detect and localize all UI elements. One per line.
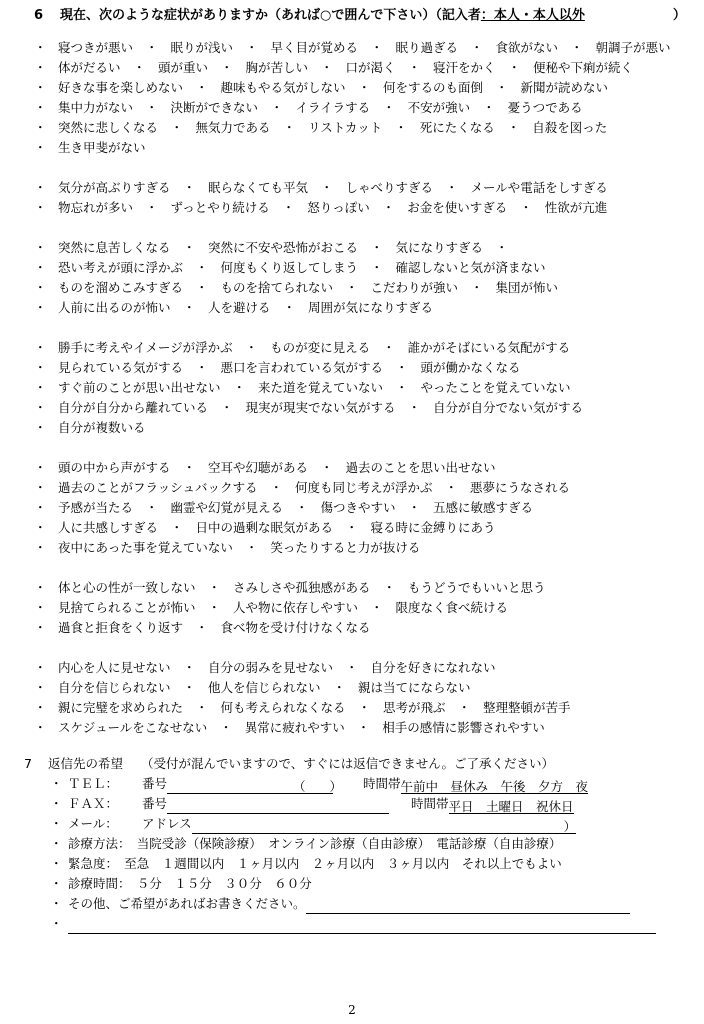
symptom-row[interactable] xyxy=(34,138,671,158)
symptom-row[interactable] xyxy=(34,278,558,298)
bullet: ・ xyxy=(34,60,47,75)
bullet: ・ xyxy=(34,600,47,615)
symptom-row[interactable] xyxy=(34,198,608,218)
symptom-text[interactable]: 勝手に考えやイメージが浮かぶ ・ ものが変に見える ・ 誰かがそばにいる気配がする xyxy=(58,340,571,355)
symptom-group xyxy=(34,338,583,438)
symptom-row[interactable] xyxy=(34,598,546,618)
symptom-text[interactable]: 親に完璧を求められた ・ 何も考えられなくなる ・ 思考が飛ぶ ・ 整理整頓が苦手 xyxy=(58,700,571,715)
symptom-text[interactable]: すぐ前のことが思い出せない ・ 来た道を覚えていない ・ やったことを覚えていない xyxy=(58,380,571,395)
bullet: ・ xyxy=(34,340,47,355)
bullet: ・ xyxy=(34,120,47,135)
symptom-text[interactable]: 夜中にあった事を覚えていない ・ 笑ったりすると力が抜ける xyxy=(58,540,421,555)
symptom-group xyxy=(34,238,558,318)
symptom-row[interactable] xyxy=(34,38,671,58)
section-7-number: 7 xyxy=(24,756,32,771)
symptom-row[interactable] xyxy=(34,78,671,98)
fax-row xyxy=(50,794,700,814)
tel-paren-close: ） xyxy=(329,779,343,794)
bullet: ・ xyxy=(50,856,63,871)
section-6-close-paren: ） xyxy=(672,8,686,23)
fax-number-label: 番号 xyxy=(142,796,168,811)
symptom-row[interactable] xyxy=(34,418,583,438)
bullet: ・ xyxy=(34,100,47,115)
symptom-text[interactable]: 人に共感しすぎる ・ 日中の過剰な眠気がある ・ 寝る時に金縛りにあう xyxy=(58,520,496,535)
section-7-note: （受付が混んでいますので、すぐには返信できません。ご了承ください） xyxy=(141,756,555,771)
section-6-heading xyxy=(34,4,694,23)
symptom-row[interactable] xyxy=(34,678,571,698)
symptom-text[interactable]: 過去のことがフラッシュバックする ・ 何度も同じ考えが浮かぶ ・ 悪夢にうなされる xyxy=(58,480,571,495)
tel-label: ＴＥＬ： xyxy=(68,776,119,791)
symptom-row[interactable] xyxy=(34,298,558,318)
urgency-row[interactable] xyxy=(50,854,700,874)
tel-paren-open: （ xyxy=(293,779,306,794)
symptom-text[interactable]: 生き甲斐がない xyxy=(58,140,146,155)
symptom-row[interactable] xyxy=(34,178,608,198)
section-7-title: 返信先の希望 xyxy=(48,756,124,771)
bullet: ・ xyxy=(50,876,63,891)
bullet: ・ xyxy=(34,420,47,435)
bullet: ・ xyxy=(34,460,47,475)
method-row[interactable] xyxy=(50,834,700,854)
duration-options[interactable]: 診療時間： ５分 １５分 ３０分 ６０分 xyxy=(68,876,312,891)
symptom-row[interactable] xyxy=(34,578,546,598)
urgency-options[interactable]: 緊急度： 至急 １週間以内 １ヶ月以内 ２ヶ月以内 ３ヶ月以内 それ以上でもよい xyxy=(68,856,562,871)
bullet: ・ xyxy=(34,280,47,295)
bullet: ・ xyxy=(34,620,47,635)
tel-time-label: 時間帯 xyxy=(363,776,401,791)
bullet: ・ xyxy=(50,816,63,831)
tel-time-options[interactable]: 午前中 昼休み 午後 夕方 夜 xyxy=(400,779,589,794)
method-options[interactable]: 診療方法： 当院受診（保険診療） オンライン診療（自由診療） 電話診療（自由診療） xyxy=(68,836,562,851)
symptom-text[interactable]: 体と心の性が一致しない ・ さみしさや孤独感がある ・ もうどうでもいいと思う xyxy=(58,580,546,595)
symptom-text[interactable]: 見捨てられることが怖い ・ 人や物に依存しやすい ・ 限度なく食べ続ける xyxy=(58,600,509,615)
extra-field[interactable] xyxy=(68,917,656,934)
symptom-row[interactable] xyxy=(34,98,671,118)
bullet: ・ xyxy=(34,480,47,495)
bullet: ・ xyxy=(34,400,47,415)
bullet: ・ xyxy=(34,720,47,735)
symptom-text[interactable]: 寝つきが悪い ・ 眠りが浅い ・ 早く目が覚める ・ 眠り過ぎる ・ 食欲がない ・ 朝調子が悪い xyxy=(58,40,671,55)
symptom-row[interactable] xyxy=(34,658,571,678)
mail-address-field[interactable] xyxy=(192,817,576,834)
extra-row xyxy=(50,914,700,934)
symptom-text[interactable]: 集中力がない ・ 決断ができない ・ イライラする ・ 不安が強い ・ 憂うつである xyxy=(58,100,583,115)
mail-label: メール： xyxy=(68,816,118,831)
other-field[interactable] xyxy=(306,897,630,914)
tel-number-field[interactable] xyxy=(167,777,343,794)
symptom-row[interactable] xyxy=(34,118,671,138)
section-6-title: 現在、次のような症状がありますか（あれば○で囲んで下さい）（記入者 xyxy=(60,8,481,23)
bullet: ・ xyxy=(50,916,63,931)
symptom-row[interactable] xyxy=(34,58,671,78)
fax-time-label: 時間帯 xyxy=(411,796,449,811)
symptom-text[interactable]: 過食と拒食をくり返す ・ 食べ物を受け付けなくなる xyxy=(58,620,371,635)
bullet: ・ xyxy=(34,540,47,555)
fax-label: ＦＡＸ： xyxy=(68,796,119,811)
bullet: ・ xyxy=(34,520,47,535)
symptom-text[interactable]: 物忘れが多い ・ ずっとやり続ける ・ 怒りっぽい ・ お金を使いすぎる ・ 性欲が亢進 xyxy=(58,200,608,215)
tel-row xyxy=(50,774,700,794)
symptom-row[interactable] xyxy=(34,338,583,358)
symptom-row[interactable] xyxy=(34,498,570,518)
symptom-text[interactable]: 体がだるい ・ 頭が重い ・ 胸が苦しい ・ 口が渇く ・ 寝汗をかく ・ 便秘や下痢が続く xyxy=(58,60,634,75)
symptom-text[interactable]: 内心を人に見せない ・ 自分の弱みを見せない ・ 自分を好きになれない xyxy=(58,660,496,675)
symptom-text[interactable]: 突然に悲しくなる ・ 無気力である ・ リストカット ・ 死にたくなる ・ 自殺を図った xyxy=(58,120,608,135)
bullet: ・ xyxy=(34,360,47,375)
symptom-text[interactable]: 予感が当たる ・ 幽霊や幻覚が見える ・ 傷つきやすい ・ 五感に敏感すぎる xyxy=(58,500,534,515)
bullet: ・ xyxy=(34,700,47,715)
other-row xyxy=(50,894,700,914)
bullet: ・ xyxy=(34,300,47,315)
symptom-row[interactable] xyxy=(34,538,570,558)
symptom-row[interactable] xyxy=(34,518,570,538)
bullet: ・ xyxy=(34,40,47,55)
bullet: ・ xyxy=(34,380,47,395)
fax-time-options[interactable]: 平日 土曜日 祝休日 xyxy=(448,799,574,814)
symptom-group xyxy=(34,578,546,638)
bullet: ・ xyxy=(34,260,47,275)
symptom-group xyxy=(34,458,570,558)
symptom-row[interactable] xyxy=(34,618,546,638)
bullet: ・ xyxy=(34,580,47,595)
symptom-group xyxy=(34,38,671,158)
symptom-text[interactable]: ものを溜めこみすぎる ・ ものを捨てられない ・ こだわりが強い ・ 集団が怖い xyxy=(58,280,559,295)
symptom-group xyxy=(34,658,571,738)
tel-number-label: 番号 xyxy=(142,776,168,791)
symptom-text[interactable]: 好きな事を楽しめない ・ 趣味もやる気がしない ・ 何をするのも面倒 ・ 新聞が読めない xyxy=(58,80,609,95)
symptom-group xyxy=(34,178,608,218)
symptom-text[interactable]: 人前に出るのが怖い ・ 人を避ける ・ 周囲が気になりすぎる xyxy=(58,300,434,315)
symptom-text[interactable]: 見られている気がする ・ 悪口を言われている気がする ・ 頭が働かなくなる xyxy=(58,360,521,375)
bullet: ・ xyxy=(34,140,47,155)
symptom-text[interactable]: スケジュールをこなせない ・ 異常に疲れやすい ・ 相手の感情に影響されやすい xyxy=(58,720,545,735)
bullet: ・ xyxy=(34,180,47,195)
bullet: ・ xyxy=(34,80,47,95)
reply-preferences xyxy=(50,774,700,934)
symptom-row[interactable] xyxy=(34,358,583,378)
page-number: 2 xyxy=(348,1003,356,1017)
bullet: ・ xyxy=(50,776,63,791)
symptom-text[interactable]: 突然に息苦しくなる ・ 突然に不安や恐怖がおこる ・ 気になりすぎる ・ xyxy=(58,240,509,255)
symptom-row[interactable] xyxy=(34,698,571,718)
section-7-heading xyxy=(24,754,554,772)
symptom-row[interactable] xyxy=(34,258,558,278)
bullet: ・ xyxy=(34,240,47,255)
bullet: ・ xyxy=(34,500,47,515)
symptom-text[interactable]: 頭の中から声がする ・ 空耳や幻聴がある ・ 過去のことを思い出せない xyxy=(58,460,496,475)
writer-options[interactable]: ：本人・本人以外 xyxy=(480,8,585,23)
symptom-text[interactable]: 自分が複数いる xyxy=(58,420,146,435)
symptom-row[interactable] xyxy=(34,378,583,398)
bullet: ・ xyxy=(50,796,63,811)
symptom-row[interactable] xyxy=(34,398,583,418)
other-label: その他、ご希望があればお書きください。 xyxy=(68,896,306,911)
symptom-text[interactable]: 恐い考えが頭に浮かぶ ・ 何度もくり返してしまう ・ 確認しないと気が済まない xyxy=(58,260,546,275)
symptom-row[interactable] xyxy=(34,478,570,498)
symptom-row[interactable] xyxy=(34,238,558,258)
bullet: ・ xyxy=(50,836,63,851)
bullet: ・ xyxy=(50,896,63,911)
symptom-text[interactable]: 気分が高ぶりすぎる ・ 眠らなくても平気 ・ しゃべりすぎる ・ メールや電話をしすぎる xyxy=(58,180,608,195)
bullet: ・ xyxy=(34,660,47,675)
mail-paren-close: ） xyxy=(563,819,577,834)
section-6-number: 6 xyxy=(34,8,44,23)
symptom-text[interactable]: 自分を信じられない ・ 他人を信じられない ・ 親は当てにならない xyxy=(58,680,471,695)
symptom-text[interactable]: 自分が自分から離れている ・ 現実が現実でない気がする ・ 自分が自分でない気がする xyxy=(58,400,584,415)
bullet: ・ xyxy=(34,680,47,695)
symptom-row[interactable] xyxy=(34,458,570,478)
mail-address-label: アドレス xyxy=(142,816,192,831)
bullet: ・ xyxy=(34,200,47,215)
mail-row xyxy=(50,814,700,834)
fax-number-field[interactable] xyxy=(167,797,389,814)
duration-row[interactable] xyxy=(50,874,700,894)
symptom-row[interactable] xyxy=(34,718,571,738)
